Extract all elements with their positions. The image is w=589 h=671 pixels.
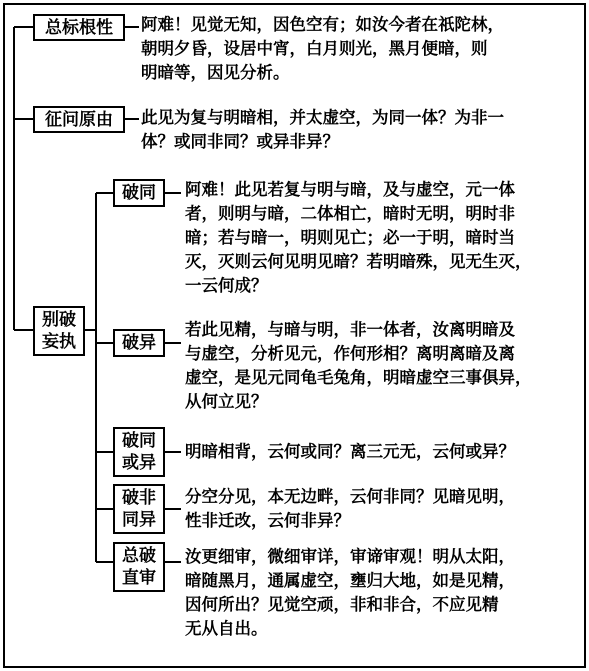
label-biepo: 别破 妄执 xyxy=(33,306,85,356)
label-zongpo: 总破 直审 xyxy=(113,542,165,592)
label-potonghuoyi: 破同 或异 xyxy=(113,427,165,477)
label-zhengwen: 征问原由 xyxy=(33,106,125,133)
text-potonghuoyi: 明暗相背，云何或同？离三元无，云何或异？ xyxy=(185,442,515,461)
label-pofeitongyi: 破非 同异 xyxy=(113,484,165,534)
text-pofeitongyi: 分空分见，本无边畔，云何非同？见暗见明， 性非迁改，云何非异？ xyxy=(185,487,515,530)
label-poyi: 破异 xyxy=(113,329,165,357)
text-zongbiao: 阿难！见觉无知，因色空有；如汝今者在祇陀林， 朝明夕昏，设居中宵，白月则光，黑月便暗，则 明暗等，因见分析。 xyxy=(141,15,504,82)
label-potong: 破同 xyxy=(113,179,165,207)
text-zhengwen: 此见为复与明暗相，并太虚空，为同一体？为非一 体？或同非同？或异非异？ xyxy=(141,108,504,151)
text-potong: 阿难！此见若复与明与暗，及与虚空，元一体 者，则明与暗，二体相亡，暗时无明，明时非 暗；若与暗一，明则见亡；必一于明，暗时当 灭，灭则云何见明见暗？若明暗殊，见无生灭， 一云何成？ xyxy=(185,180,532,295)
label-zongbiao: 总标根性 xyxy=(33,14,125,41)
text-poyi: 若此见精，与暗与明，非一体者，汝离明暗及 与虚空，分析见元，作何形相？离明离暗及离 虚空，是见元同龟毛兔角，明暗虚空三事俱异， 从何立见？ xyxy=(185,320,532,411)
text-zongpo: 汝更细审，微细审详，审谛审观！明从太阳， 暗随黑月，通属虚空，壅归大地，如是见精， 因何所出？见觉空顽，非和非合，不应见精 无从自出。 xyxy=(185,547,515,638)
